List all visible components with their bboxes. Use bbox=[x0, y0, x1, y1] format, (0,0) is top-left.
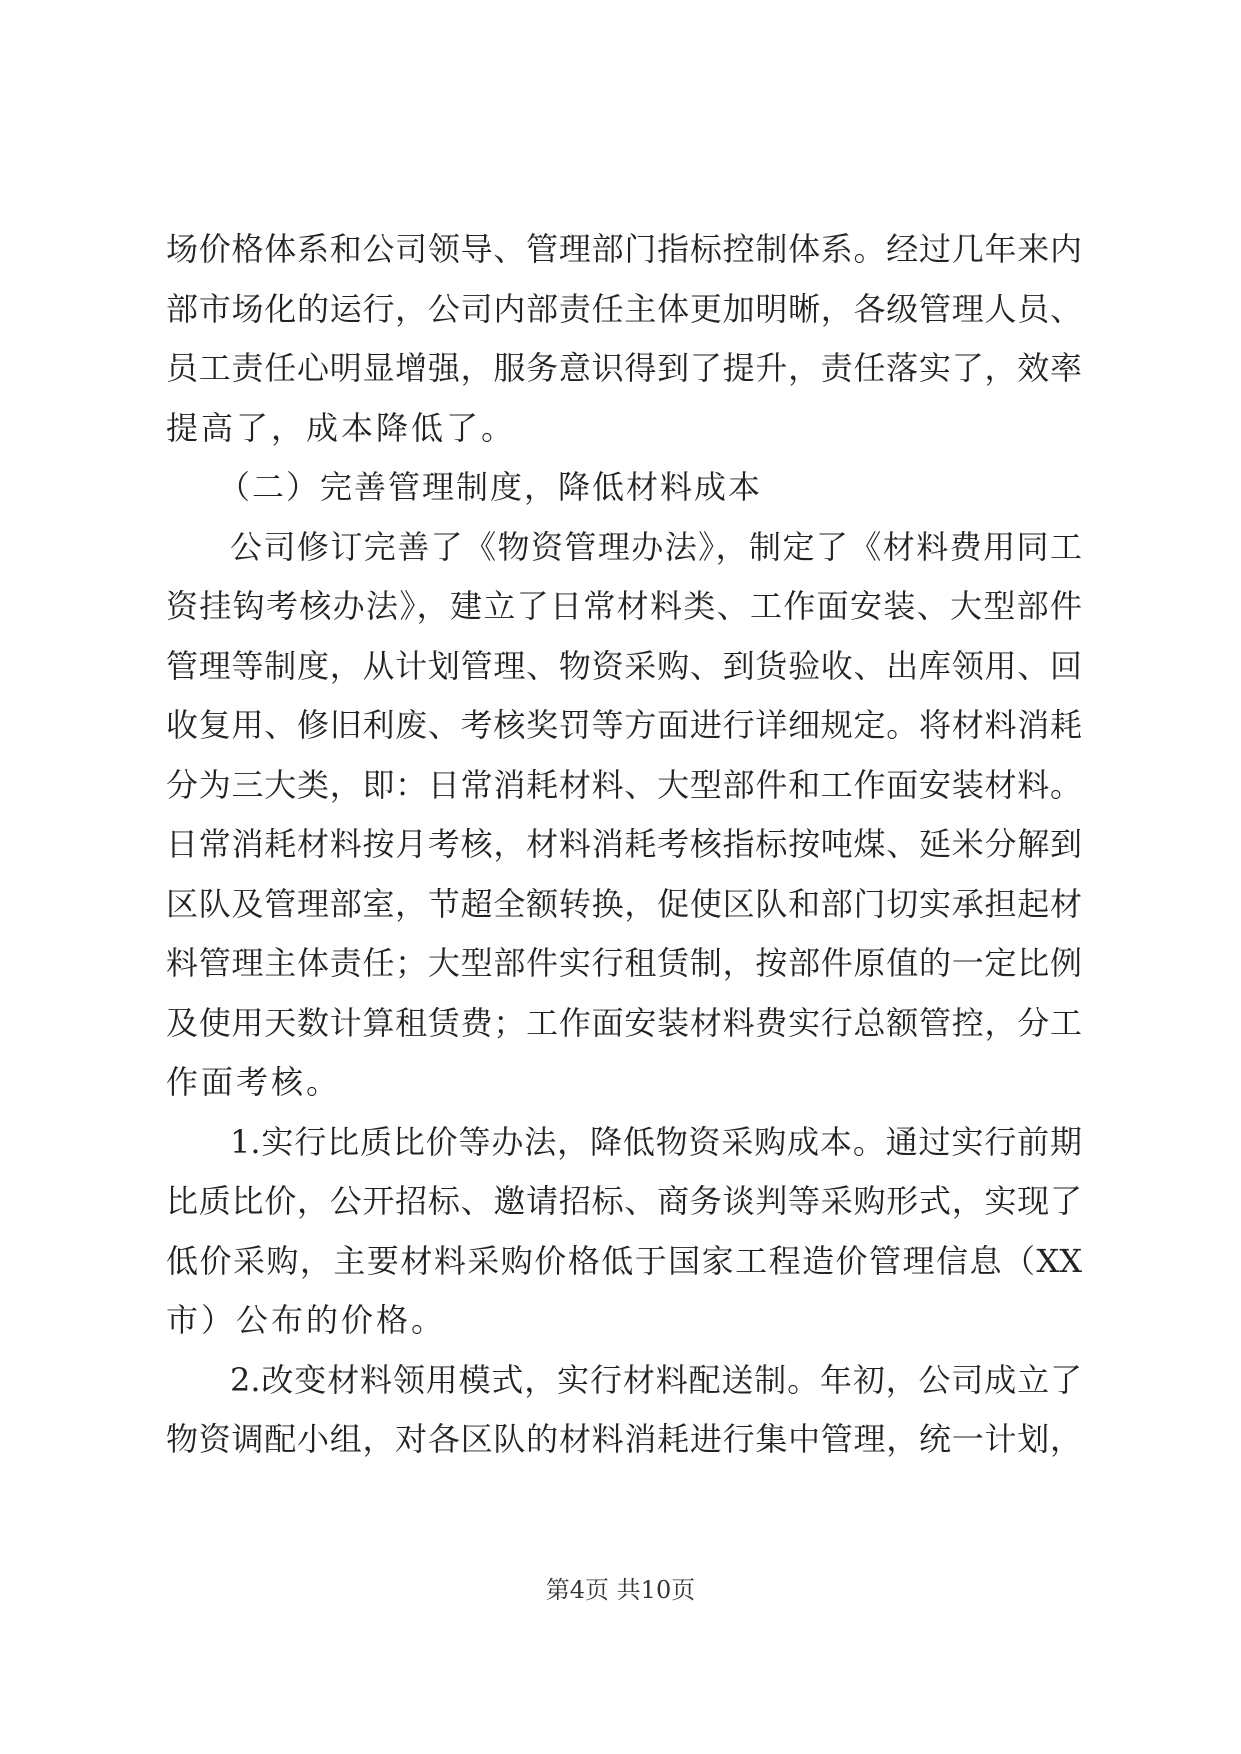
text-line: 公司修订完善了《物资管理办法》，制定了《材料费用同工 bbox=[230, 527, 1082, 566]
text-line: 料管理主体责任；大型部件实行租赁制，按部件原值的一定比例 bbox=[166, 944, 1082, 982]
text-line: 比质比价，公开招标、邀请招标、商务谈判等采购形式，实现了 bbox=[166, 1182, 1082, 1220]
text-line: 场价格体系和公司领导、管理部门指标控制体系。经过几年来内 bbox=[166, 230, 1082, 268]
text-line: 收复用、修旧利废、考核奖罚等方面进行详细规定。将材料消耗 bbox=[166, 706, 1082, 744]
text-line: 作面考核。 bbox=[166, 1063, 342, 1101]
text-line: 市）公布的价格。 bbox=[166, 1301, 447, 1339]
text-line: 1.实行比质比价等办法，降低物资采购成本。通过实行前期 bbox=[230, 1122, 1082, 1161]
text-line: 部市场化的运行，公司内部责任主体更加明晰，各级管理人员、 bbox=[166, 289, 1082, 328]
text-line: 及使用天数计算租赁费；工作面安装材料费实行总额管控，分工 bbox=[166, 1003, 1082, 1042]
text-line: 提高了，成本降低了。 bbox=[166, 408, 517, 447]
text-line: 分为三大类，即：日常消耗材料、大型部件和工作面安装材料。 bbox=[166, 765, 1082, 804]
text-line: 2.改变材料领用模式，实行材料配送制。年初，公司成立了 bbox=[230, 1360, 1082, 1399]
page-number-footer: 第4页 共10页 bbox=[545, 1576, 696, 1604]
text-line: 员工责任心明显增强，服务意识得到了提升，责任落实了，效率 bbox=[166, 349, 1082, 387]
text-line: 区队及管理部室，节超全额转换，促使区队和部门切实承担起材 bbox=[166, 884, 1082, 923]
text-line: 物资调配小组，对各区队的材料消耗进行集中管理，统一计划， bbox=[166, 1420, 1082, 1458]
text-line: 资挂钩考核办法》，建立了日常材料类、工作面安装、大型部件 bbox=[166, 587, 1082, 625]
body-text bbox=[166, 220, 1082, 1470]
text-line: 低价采购，主要材料采购价格低于国家工程造价管理信息（XX bbox=[166, 1241, 1082, 1280]
text-line: 日常消耗材料按月考核，材料消耗考核指标按吨煤、延米分解到 bbox=[166, 825, 1082, 863]
section-heading: （二）完善管理制度，降低材料成本 bbox=[218, 468, 763, 506]
text-line: 管理等制度，从计划管理、物资采购、到货验收、出库领用、回 bbox=[166, 646, 1082, 685]
